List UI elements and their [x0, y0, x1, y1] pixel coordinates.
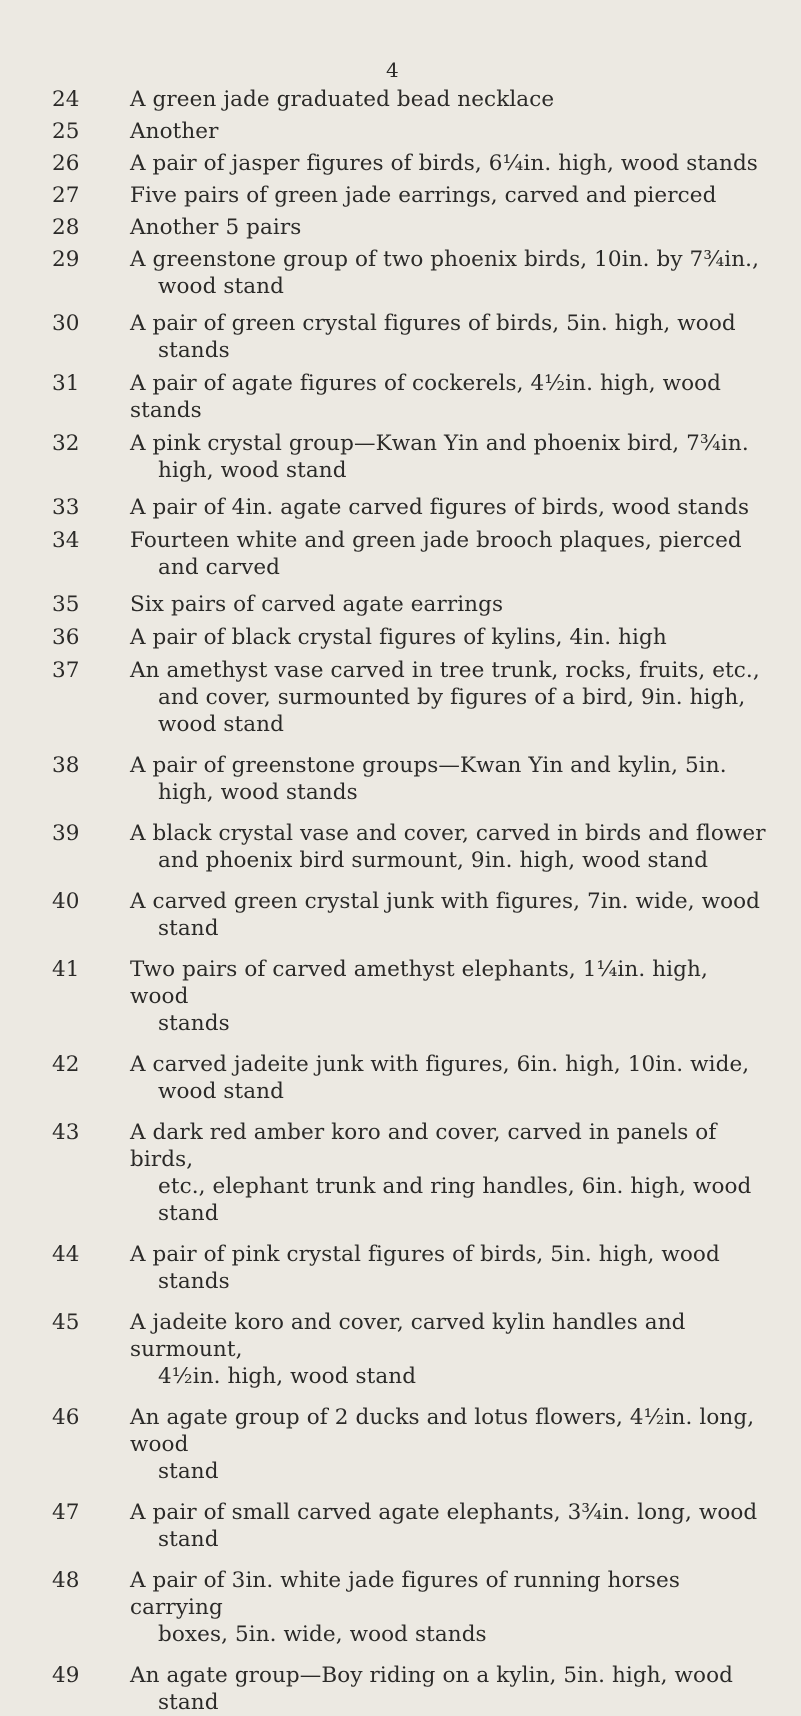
lot-description [130, 657, 770, 738]
lot-description-line: stand [158, 1527, 219, 1552]
lot-list [0, 80, 801, 1716]
lot-entry [0, 214, 801, 241]
lot-description-line: and carved [158, 555, 281, 580]
lot-description-line: A pair of greenstone groups—Kwan Yin and kylin, 5in. [130, 753, 727, 778]
lot-entry [0, 820, 801, 874]
lot-description-line: A dark red amber koro and cover, carved in panels of birds, [130, 1120, 717, 1172]
lot-number: 49 [52, 1663, 80, 1688]
lot-description-line: A pink crystal group—Kwan Yin and phoenix bird, 7¾in. [130, 431, 749, 456]
lot-entry [0, 1404, 801, 1485]
lot-description [130, 1309, 770, 1390]
lot-entry [0, 246, 801, 300]
lot-description-line: A pair of 4in. agate carved figures of birds, wood stands [130, 495, 750, 520]
lot-description-line: Two pairs of carved amethyst elephants, 1¼in. high, wood [130, 957, 708, 1009]
lot-description [130, 752, 770, 806]
lot-entry [0, 182, 801, 209]
lot-number: 45 [52, 1310, 80, 1335]
lot-description-line: An agate group of 2 ducks and lotus flowers, 4½in. long, wood [130, 1405, 755, 1457]
lot-description-line: and phoenix bird surmount, 9in. high, wood stand [158, 848, 709, 873]
lot-description-line: A pair of pink crystal figures of birds, 5in. high, wood [130, 1242, 720, 1267]
lot-description [130, 118, 770, 145]
lot-number: 35 [52, 592, 80, 617]
lot-entry [0, 1309, 801, 1390]
lot-entry [0, 310, 801, 364]
lot-description [130, 1119, 770, 1227]
lot-entry [0, 1499, 801, 1553]
lot-description [130, 494, 770, 521]
lot-description [130, 1404, 770, 1485]
lot-description-line: A pair of agate figures of cockerels, 4½in. high, wood stands [130, 371, 722, 423]
lot-number: 39 [52, 821, 80, 846]
lot-entry [0, 370, 801, 424]
lot-description [130, 624, 770, 651]
lot-entry [0, 956, 801, 1037]
lot-description-line: high, wood stand [158, 458, 347, 483]
lot-description-line: An amethyst vase carved in tree trunk, rocks, fruits, etc., [130, 658, 760, 683]
lot-entry [0, 1567, 801, 1648]
lot-description-line: A carved green crystal junk with figures, 7in. wide, wood [130, 889, 761, 914]
lot-description [130, 956, 770, 1037]
lot-description [130, 370, 770, 424]
lot-description-line: A pair of green crystal figures of birds, 5in. high, wood [130, 311, 736, 336]
lot-entry [0, 86, 801, 113]
lot-description [130, 182, 770, 209]
lot-description-line: and cover, surmounted by figures of a bird, 9in. high, [158, 685, 746, 710]
lot-description [130, 1567, 770, 1648]
lot-description [130, 527, 770, 581]
lot-entry [0, 118, 801, 145]
lot-number: 41 [52, 957, 80, 982]
lot-number: 27 [52, 183, 80, 208]
lot-entry [0, 1119, 801, 1227]
lot-description [130, 820, 770, 874]
lot-entry [0, 150, 801, 177]
lot-description-line: stands [158, 338, 230, 363]
lot-description-line: stand [158, 1201, 219, 1226]
lot-entry [0, 430, 801, 484]
lot-description-line: Five pairs of green jade earrings, carved and pierced [130, 183, 717, 208]
lot-description [130, 1051, 770, 1105]
lot-description-line: stands [158, 1269, 230, 1294]
lot-description [130, 1662, 770, 1716]
lot-number: 38 [52, 753, 80, 778]
lot-description [130, 150, 770, 177]
lot-description [130, 430, 770, 484]
lot-description-line: A pair of black crystal figures of kylins, 4in. high [130, 625, 667, 650]
lot-description [130, 246, 770, 300]
lot-description [130, 310, 770, 364]
lot-description-line: wood stand [158, 712, 284, 737]
lot-entry [0, 1662, 801, 1716]
lot-entry [0, 527, 801, 581]
lot-description-line: high, wood stands [158, 780, 358, 805]
lot-description-line: 4½in. high, wood stand [158, 1364, 417, 1389]
lot-number: 42 [52, 1052, 80, 1077]
lot-description-line: A pair of jasper figures of birds, 6¼in. high, wood stands [130, 151, 758, 176]
lot-number: 26 [52, 151, 80, 176]
lot-number: 24 [52, 87, 80, 112]
page-number: 4 [386, 58, 399, 82]
lot-entry [0, 657, 801, 738]
lot-description [130, 1499, 770, 1553]
lot-description-line: etc., elephant trunk and ring handles, 6in. high, wood [158, 1174, 752, 1199]
lot-description-line: A jadeite koro and cover, carved kylin handles and surmount, [130, 1310, 686, 1362]
lot-description-line: stand [158, 1690, 219, 1715]
lot-entry [0, 752, 801, 806]
lot-number: 37 [52, 658, 80, 683]
lot-number: 25 [52, 119, 80, 144]
lot-description-line: A greenstone group of two phoenix birds, 10in. by 7¾in., [130, 247, 760, 272]
lot-number: 46 [52, 1405, 80, 1430]
lot-description-line: stands [158, 1011, 230, 1036]
lot-number: 28 [52, 215, 80, 240]
lot-description-line: wood stand [158, 1079, 284, 1104]
lot-description-line: Another 5 pairs [130, 215, 302, 240]
lot-number: 33 [52, 495, 80, 520]
lot-description [130, 1241, 770, 1295]
lot-description-line: stand [158, 916, 219, 941]
lot-description-line: stand [158, 1459, 219, 1484]
lot-number: 40 [52, 889, 80, 914]
lot-number: 29 [52, 247, 80, 272]
lot-description-line: Six pairs of carved agate earrings [130, 592, 504, 617]
lot-description-line: A black crystal vase and cover, carved in birds and flower [130, 821, 766, 846]
lot-description [130, 214, 770, 241]
lot-description-line: Fourteen white and green jade brooch plaques, pierced [130, 528, 742, 553]
lot-number: 48 [52, 1568, 80, 1593]
lot-number: 44 [52, 1242, 80, 1267]
lot-number: 30 [52, 311, 80, 336]
lot-number: 32 [52, 431, 80, 456]
lot-description-line: boxes, 5in. wide, wood stands [158, 1622, 487, 1647]
lot-entry [0, 591, 801, 618]
lot-description-line: wood stand [158, 274, 284, 299]
lot-description [130, 888, 770, 942]
lot-entry [0, 1241, 801, 1295]
lot-description [130, 591, 770, 618]
lot-description-line: A pair of small carved agate elephants, 3¾in. long, wood [130, 1500, 758, 1525]
lot-description-line: A pair of 3in. white jade figures of running horses carrying [130, 1568, 681, 1620]
lot-number: 34 [52, 528, 80, 553]
lot-number: 31 [52, 371, 80, 396]
lot-description-line: An agate group—Boy riding on a kylin, 5in. high, wood [130, 1663, 734, 1688]
lot-entry [0, 494, 801, 521]
lot-number: 47 [52, 1500, 80, 1525]
lot-description [130, 86, 770, 113]
lot-entry [0, 1051, 801, 1105]
lot-description-line: A green jade graduated bead necklace [130, 87, 555, 112]
lot-description-line: Another [130, 119, 219, 144]
lot-entry [0, 624, 801, 651]
lot-description-line: A carved jadeite junk with figures, 6in. high, 10in. wide, [130, 1052, 750, 1077]
lot-number: 43 [52, 1120, 80, 1145]
lot-entry [0, 888, 801, 942]
lot-number: 36 [52, 625, 80, 650]
